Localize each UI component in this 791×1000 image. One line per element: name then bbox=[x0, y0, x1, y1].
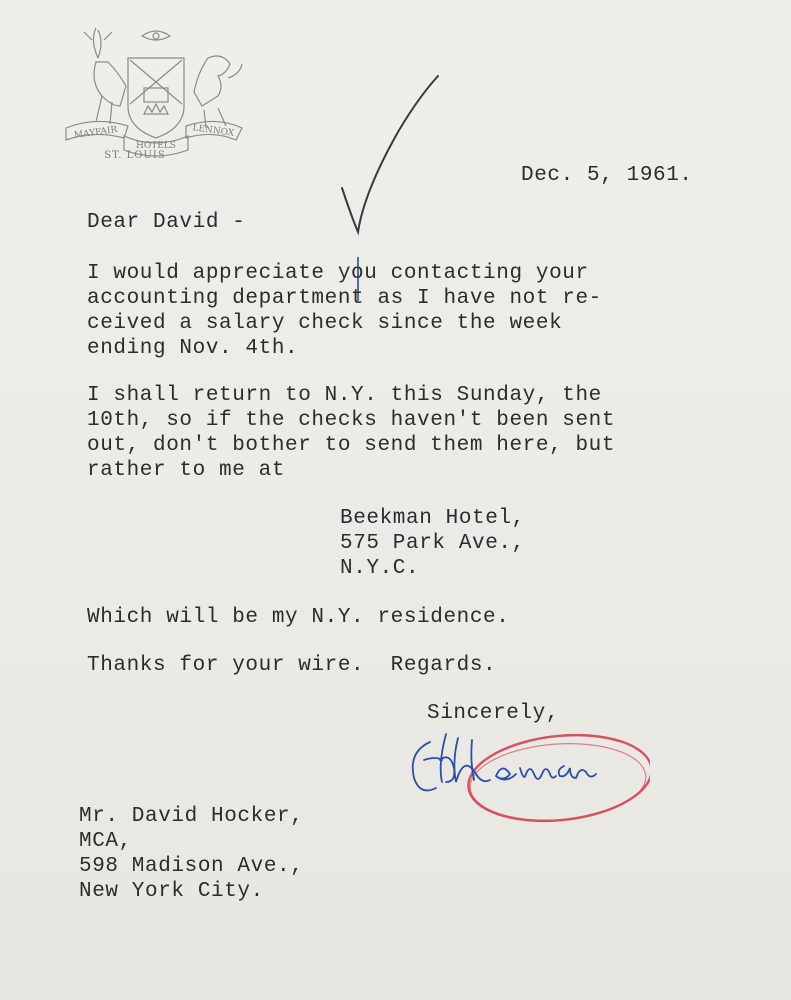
crest-banner-right: LENNOX bbox=[191, 123, 235, 139]
body-line: Thanks for your wire. Regards. bbox=[87, 654, 497, 677]
salutation: Dear David - bbox=[87, 211, 246, 234]
body-line: I would appreciate you contacting your bbox=[87, 262, 589, 285]
letter-date: Dec. 5, 1961. bbox=[521, 164, 693, 187]
complimentary-closing: Sincerely, bbox=[427, 702, 560, 725]
handwritten-signature bbox=[400, 720, 650, 830]
hotel-address-line: N.Y.C. bbox=[340, 557, 420, 580]
body-line: rather to me at bbox=[87, 459, 286, 482]
body-line: accounting department as I have not re- bbox=[87, 287, 602, 310]
hotel-address-line: 575 Park Ave., bbox=[340, 532, 525, 555]
body-line: ceived a salary check since the week bbox=[87, 312, 563, 335]
crest-banner-left: MAYFAIR bbox=[73, 125, 119, 142]
body-line: out, don't bother to send them here, but bbox=[87, 434, 616, 457]
recipient-line: New York City. bbox=[79, 880, 264, 903]
letterhead-city: ST. LOUIS bbox=[104, 150, 166, 161]
pencil-checkmark bbox=[330, 70, 450, 240]
hotel-address-line: Beekman Hotel, bbox=[340, 507, 525, 530]
body-line: I shall return to N.Y. this Sunday, the bbox=[87, 384, 602, 407]
body-line: 10th, so if the checks haven't been sent bbox=[87, 409, 616, 432]
body-line: ending Nov. 4th. bbox=[87, 337, 299, 360]
recipient-line: Mr. David Hocker, bbox=[79, 805, 304, 828]
recipient-line: 598 Madison Ave., bbox=[79, 855, 304, 878]
recipient-line: MCA, bbox=[79, 830, 132, 853]
body-line: Which will be my N.Y. residence. bbox=[87, 606, 510, 629]
hotel-crest-logo bbox=[58, 18, 248, 168]
crest-banner-center: HOTELS bbox=[136, 141, 176, 151]
